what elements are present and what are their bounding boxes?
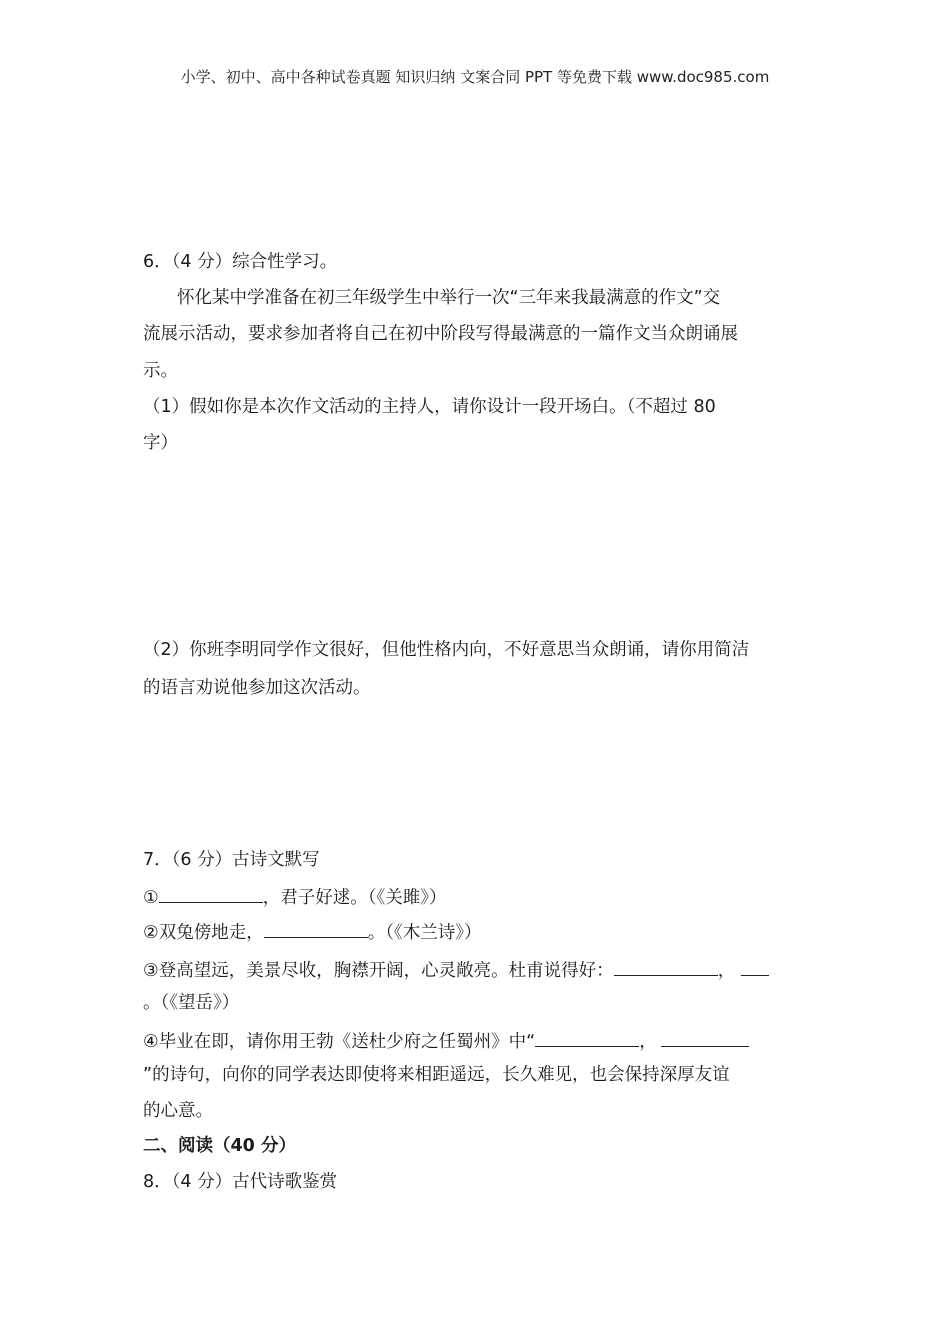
q7-item-4-prefix: ④毕业在即，请你用王勃《送杜少府之任蜀州》中“ [143, 1032, 536, 1052]
q7-item-2-suffix: 。（《木兰诗》） [367, 923, 482, 943]
q7-item-1 [143, 884, 811, 910]
answer-blank[interactable] [661, 1028, 749, 1047]
q6-part2-line-2: 的语言劝说他参加这次活动。 [143, 678, 371, 698]
q7-item-1-prefix: ① [143, 888, 159, 908]
q6-part2-line-1: （2）你班李明同学作文很好，但他性格内向，不好意思当众朗诵，请你用简洁 [143, 640, 750, 660]
q7-item-4-line-3: 的心意。 [143, 1101, 213, 1121]
q7-item-4-comma: ， [639, 1032, 657, 1052]
q8-title: 8．（4 分）古代诗歌鉴赏 [143, 1172, 338, 1192]
q6-title: 6．（4 分）综合性学习。 [143, 252, 338, 272]
q6-intro-line-2: 流展示活动，要求参加者将自己在初中阶段写得最满意的一篇作文当众朗诵展 [143, 324, 738, 344]
answer-blank[interactable] [264, 919, 368, 938]
answer-blank[interactable] [159, 884, 263, 903]
page-header: 小学、初中、高中各种试卷真题 知识归纳 文案合同 PPT 等免费下载 www.doc985.com [180, 68, 770, 86]
q7-item-4-line-2: ”的诗句，向你的同学表达即使将来相距遥远，长久难见，也会保持深厚友谊 [143, 1065, 730, 1085]
q7-item-3-prefix: ③登高望远，美景尽收，胸襟开阔，心灵敞亮。杜甫说得好： [143, 961, 614, 981]
q7-item-2-prefix: ②双兔傍地走， [143, 923, 264, 943]
answer-blank[interactable] [535, 1028, 639, 1047]
q7-item-3 [143, 957, 811, 983]
q6-intro-line-1: 怀化某中学准备在初三年级学生中举行一次“三年来我最满意的作文”交 [177, 288, 721, 308]
q7-item-2 [143, 919, 811, 945]
answer-blank[interactable] [614, 957, 718, 976]
q6-intro-line-3: 示。 [143, 361, 178, 381]
answer-blank[interactable] [741, 957, 769, 976]
q7-title: 7．（6 分）古诗文默写 [143, 850, 320, 870]
q7-item-1-suffix: ，君子好逑。（《关雎》） [262, 888, 447, 908]
q6-part1-line-1: （1）假如你是本次作文活动的主持人，请你设计一段开场白。（不超过 80 [143, 397, 716, 417]
q7-item-3-comma: ， [717, 961, 736, 981]
q7-item-3-line-2: 。（《望岳》） [143, 993, 240, 1013]
q7-item-4 [143, 1028, 811, 1054]
q6-part1-line-2: 字） [143, 433, 178, 453]
section-2-heading: 二、阅读（40 分） [143, 1136, 296, 1156]
